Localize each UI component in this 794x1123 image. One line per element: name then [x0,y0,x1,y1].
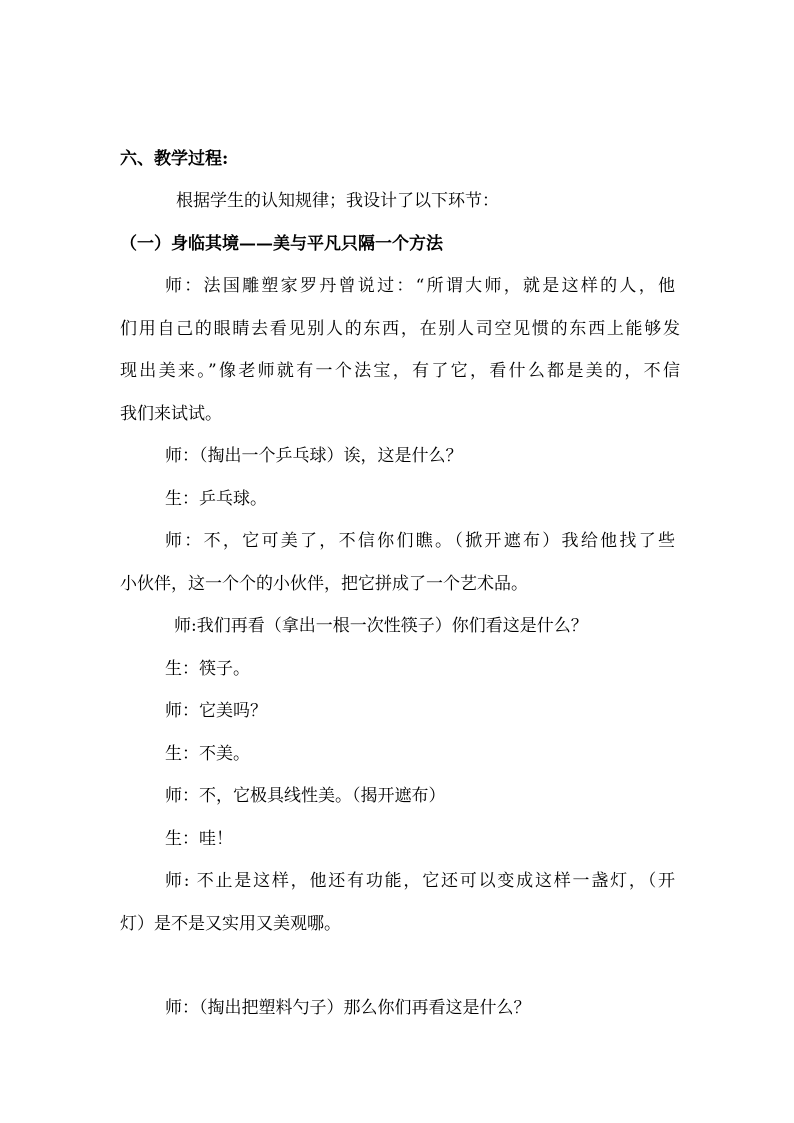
paragraph-1-line-3: 现出美来。”像老师就有一个法宝，有了它，看什么都是美的，不信 [120,361,680,381]
paragraph-1-line-2: 们用自己的眼睛去看见别人的东西，在别人司空见惯的东西上能够发 [120,319,680,339]
paragraph-10-line-1: 生：哇！ [165,829,233,849]
paragraph-2-line-1: 师：（掏出一个乒乓球）诶，这是什么？ [165,446,463,466]
paragraph-11-line-2: 灯）是不是又实用又美观哪。 [120,914,341,934]
paragraph-8-line-1: 生：不美。 [165,744,250,764]
paragraph-4-line-1: 师：不，它可美了，不信你们瞧。（掀开遮布）我给他找了些 [165,531,675,551]
paragraph-5-line-1: 师:我们再看（拿出一根一次性筷子）你们看这是什么？ [174,616,588,636]
paragraph-6-line-1: 生：筷子。 [165,659,250,679]
paragraph-3-line-1: 生：乒乓球。 [165,489,267,509]
paragraph-9-line-1: 师：不，它极具线性美。（揭开遮布） [165,786,446,806]
paragraph-12-line-1: 师：（掏出把塑料勺子）那么你们再看这是什么？ [165,998,531,1018]
paragraph-4-line-2: 小伙伴，这一个个的小伙伴，把它拼成了一个艺术品。 [120,574,528,594]
paragraph-1-line-1: 师：法国雕塑家罗丹曾说过：“所谓大师，就是这样的人，他 [165,276,675,296]
paragraph-7-line-1: 师：它美吗？ [165,701,267,721]
intro-line: 根据学生的认知规律；我设计了以下环节： [176,191,499,211]
subheading: （一）身临其境——美与平凡只隔一个方法 [120,234,443,254]
paragraph-1-line-4: 我们来试试。 [120,404,222,424]
paragraph-11-line-1: 师: 不止是这样，他还有功能，它还可以变成这样一盏灯，（开 [165,871,675,891]
section-heading: 六、教学过程: [120,149,229,169]
